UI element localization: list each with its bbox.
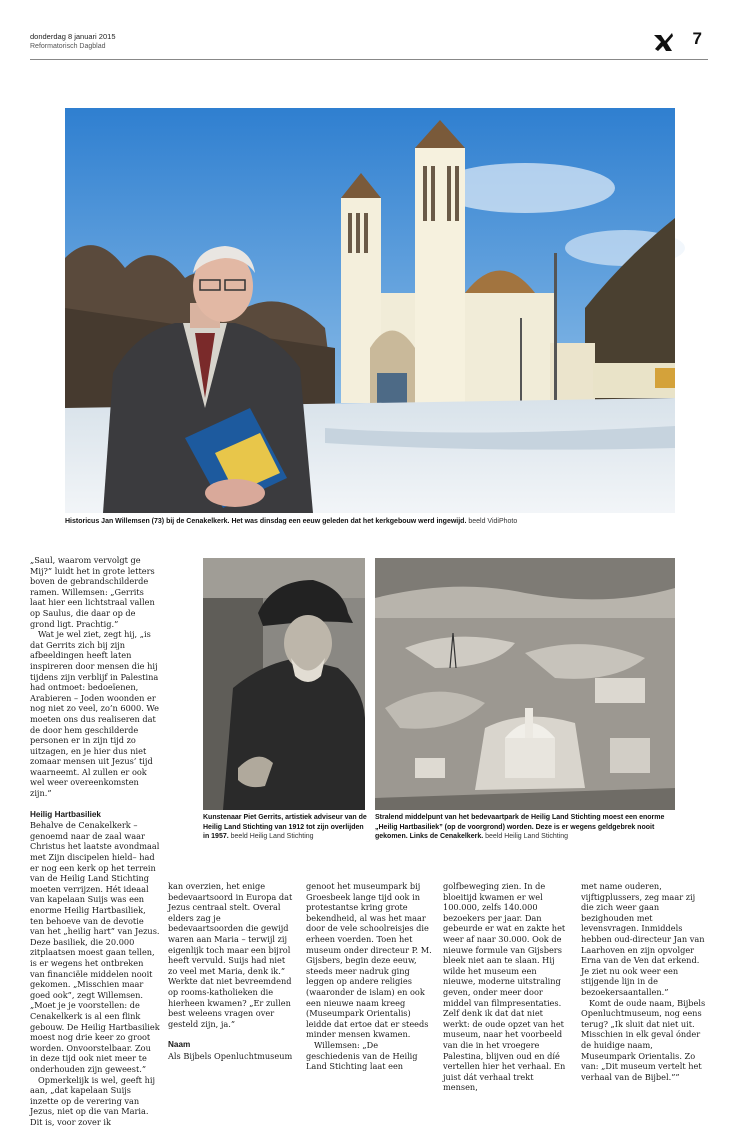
main-photo-cenakelkerk	[65, 108, 675, 513]
article-paragraph: Wat je wel ziet, zegt hij, „is dat Gerrits zich bij zijn afbeeldingen heeft laten inspireren door mensen die hij tijdens zijn verblijf in Palestina had ontmoet: bedoeïenen, Arabieren – Joden woonden er nog niet zo veel, zo’n 6000. We moeten ons dus realiseren dat de door hem geschilderde personen er in zijn tijd zo uitzagen, en je hier dus niet zomaar mensen uit Jezus’ tijd waarneemt. Al zullen er ook wel weer overeenkomsten zijn.”	[30, 629, 160, 799]
article-paragraph: met name ouderen, vijftigplussers, zeg maar zij die zich weer gaan bezighouden met levensvragen. Inmiddels hebben oud-directeur Jan van Laarhoven en zijn opvolger Erna van de Ven dat erkend. Je ziet nu ook weer een stijgende lijn in de bezoekersaantallen.”	[581, 881, 708, 998]
page-header	[30, 30, 708, 60]
article-subheading: Naam	[168, 1040, 295, 1051]
piet-photo-credit: beeld Heilig Land Stichting	[231, 833, 314, 840]
photo-heilig-land-painting	[375, 558, 675, 810]
header-publication: Reformatorisch Dagblad	[30, 43, 105, 50]
article-column-1	[30, 555, 160, 1057]
article-column-3	[306, 881, 433, 1057]
map-photo-credit: beeld Heilig Land Stichting	[485, 833, 568, 840]
article-paragraph: Als Bijbels Openluchtmuseum	[168, 1051, 295, 1062]
article-column-2	[168, 881, 295, 1057]
article-paragraph: Komt de oude naam, Bijbels Openluchtmuseum, nog eens terug? „Ik sluit dat niet uit. Misschien in elk geval ónder de huidige naam, Museumpark Orientalis. Zo van: „Dit museum vertelt het verhaal van de Bijbel.””	[581, 998, 708, 1083]
map-photo-caption	[375, 813, 675, 842]
article-subheading: Heilig Hartbasiliek	[30, 810, 160, 821]
article-paragraph: Opmerkelijk is wel, geeft hij aan, „dat kapelaan Suijs inzette op de verering van Jezus, niet op die van Maria. Dit is, voor zover ik	[30, 1075, 160, 1127]
article-paragraph: golfbeweging zien. In de bloeitijd kwamen er wel 100.000, zelfs 140.000 bezoekers per jaar. Dan gebeurde er wat en zakte het weer af naar 30.000. Ook de nieuwe formule van Gijsbers bleek niet aan te slaan. Hij wilde het museum een nieuwe, moderne uitstraling geven, onder meer door middel van filmpresentaties. Zelf denk ik dat dat niet werkt: de oude opzet van het museum, naar het voorbeeld van die in het vroegere Palestina, blijven oud en díé vertellen hier het verhaal. En juist dát verhaal trekt mensen,	[443, 881, 570, 1093]
page-number: 7	[693, 29, 702, 49]
article-paragraph: genoot het museumpark bij Groesbeek lange tijd ook in protestantse kring grote bekendheid, al was het maar door de vele schoolreisjes die erheen voerden. Toen het museum onder directeur P. M. Gijsbers, begin deze eeuw, steeds meer nadruk ging leggen op andere religies (waaronder de islam) en ook een nieuwe naam kreeg (Museumpark Orientalis) leidde dat ertoe dat er steeds minder mensen kwamen.	[306, 881, 433, 1040]
article-paragraph: Behalve de Cenakelkerk –genoemd naar de zaal waar Christus het laatste avondmaal met Zijn discipelen hield– had er nog een kerk op het terrein van de Heilig Land Stichting moeten verrijzen. Hét ideaal van kapelaan Suijs was een enorme Heilig Hartbasiliek, ten behoeve van de devotie van het „heilig hart” van Jezus. Deze basiliek, die 20.000 zitplaatsen moest gaan tellen, is er wegens het ontbreken van financiële middelen nooit gekomen. „Misschien maar goed ook”, zegt Willemsen. „Moet je je voorstellen: de Cenakelkerk is al een flink gebouw. De Heilig Hartbasiliek moest nog drie keer zo groot worden. Onvoorstelbaar. Zou in deze tijd ook niet meer te onderhouden zijn geweest.”	[30, 820, 160, 1074]
article-column-4	[443, 881, 570, 1057]
article-paragraph: kan overzien, het enige bedevaartsoord in Europa dat Jezus centraal stelt. Overal elders zag je bedevaartsoorden die gewijd waren aan Maria – terwijl zij eigenlijk toch maar een bijrol heeft vervuld. Suijs had niet zo veel met Maria, denk ik.” Werkte dat niet bevreemdend op rooms-katholieken die hierheen kwamen? „Er zullen best weleens vragen over gesteld zijn, ja.”	[168, 881, 295, 1029]
map-photo-caption-text: Stralend middelpunt van het bedevaartpark de Heilig Land Stichting moest een enorme „Heilig Hartbasiliek” (op de voorgrond) worden. Deze is er wegens geldgebrek nooit gekomen. Links de Cenakelkerk.	[375, 814, 664, 840]
main-photo-credit: beeld VidiPhoto	[468, 518, 517, 525]
photo-piet-gerrits	[203, 558, 365, 810]
piet-photo-caption	[203, 813, 368, 842]
article-paragraph: Willemsen: „De geschiedenis van de Heilig Land Stichting laat een	[306, 1040, 433, 1072]
piet-photo-caption-text: Kunstenaar Piet Gerrits, artistiek adviseur van de Heilig Land Stichting van 1912 tot zijn overlijden in 1957.	[203, 814, 367, 840]
main-photo-caption	[65, 517, 685, 527]
article-paragraph: „Saul, waarom vervolgt ge Mij?” luidt het in grote letters boven de gebrandschilderde ramen. Willemsen: „Gerrits laat hier een lichtstraal vallen op Saulus, die daar op de grond ligt. Prachtig.”	[30, 555, 160, 629]
header-date: donderdag 8 januari 2015	[30, 32, 116, 41]
newspaper-logo-icon	[652, 31, 674, 53]
article-column-5	[581, 881, 708, 1057]
main-photo-caption-text: Historicus Jan Willemsen (73) bij de Cenakelkerk. Het was dinsdag een eeuw geleden dat het kerkgebouw werd ingewijd.	[65, 518, 466, 525]
